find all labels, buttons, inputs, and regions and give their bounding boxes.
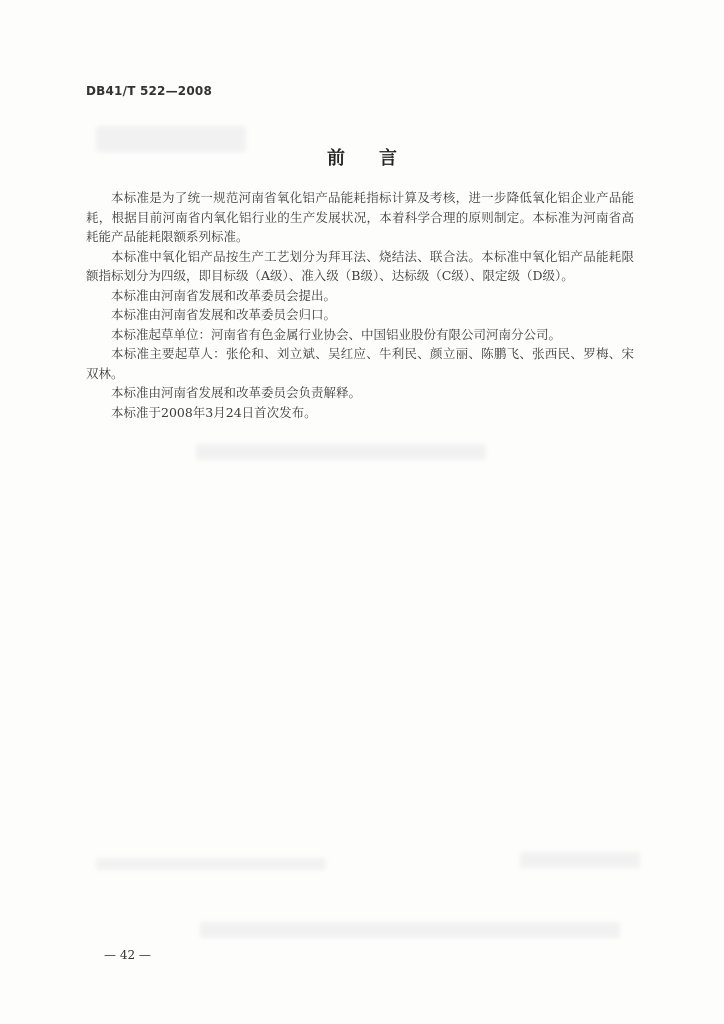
paragraph-proposed-by: 本标准由河南省发展和改革委员会提出。: [111, 287, 337, 303]
page-title: 前言: [327, 148, 431, 169]
paragraph-interpretation: 本标准由河南省发展和改革委员会负责解释。: [111, 385, 362, 400]
scan-artifact: [520, 852, 640, 868]
foreword-body: [86, 188, 634, 422]
paragraph-purpose: 本标准是为了统一规范河南省氧化铝产品能耗指标计算及考核，进一步降低氧化铝企业产品能耗，根据目前河南省内氧化铝行业的生产发展状况，本着科学合理的原则制定。本标准为河南省高耗能产品能耗限额系列标准。: [86, 190, 634, 244]
paragraph-classification: 本标准中氧化铝产品按生产工艺划分为拜耳法、烧结法、联合法。本标准中氧化铝产品能耗限额指标划分为四级，即目标级（A级）、准入级（B级）、达标级（C级）、限定级（D级）。: [86, 248, 634, 283]
document-code: DB41/T 522—2008: [86, 84, 212, 98]
scan-artifact: [96, 126, 246, 152]
paragraph-drafting-units: 本标准起草单位：河南省有色金属行业协会、中国铝业股份有限公司河南分公司。: [111, 326, 562, 342]
scan-artifact: [96, 858, 326, 870]
page-number: — 42 —: [104, 948, 151, 962]
scan-artifact: [200, 922, 620, 938]
paragraph-release-date: 本标准于2008年3月24日首次发布。: [111, 404, 317, 420]
scan-artifact: [196, 444, 486, 460]
paragraph-drafters: 本标准主要起草人：张伦和、刘立斌、吴红应、牛利民、颜立丽、陈鹏飞、张西民、罗梅、宋双林。: [86, 346, 634, 381]
paragraph-administered-by: 本标准由河南省发展和改革委员会归口。: [111, 307, 337, 322]
